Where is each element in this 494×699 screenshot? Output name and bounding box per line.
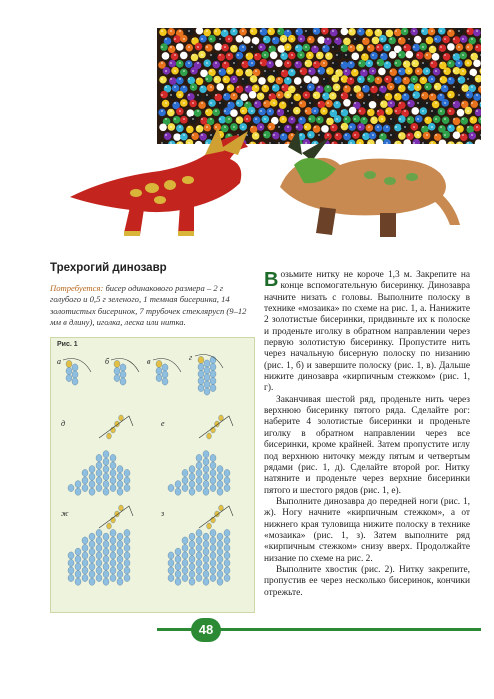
- bead: [89, 466, 95, 473]
- bead: [96, 469, 102, 476]
- bead: [189, 533, 195, 540]
- bead: [103, 473, 109, 480]
- bead: [117, 578, 123, 585]
- bead: [189, 548, 195, 555]
- bead: [175, 481, 181, 488]
- section-title: Трехрогий динозавр: [50, 262, 167, 274]
- bead: [217, 563, 223, 570]
- bead: [224, 469, 230, 476]
- materials-list: [50, 283, 256, 328]
- bead: [156, 367, 162, 374]
- bead: [89, 548, 95, 555]
- bead: [224, 544, 230, 551]
- paragraph-2: Заканчивая шестой ряд, проденьте нить через верхнюю бисеринку пятого ряда. Сделайте рог: наберите 4 золотистые бисеринки и проденьте иголку в обратном направлении через все бисеринки, кроме крайней. Затем пропустите иглу под верхнюю ниточку между пятым и четвертым рядами (рис. 1, д). Сделайте второй рог. Нитку натяните и проденьте через верхние бисеринки пятого и шестого рядов (рис. 1, е).: [264, 394, 470, 496]
- bead: [96, 477, 102, 484]
- bead: [196, 529, 202, 536]
- bead: [110, 559, 116, 566]
- figure-title: Рис. 1: [57, 341, 78, 348]
- bead: [124, 484, 130, 491]
- bead: [196, 477, 202, 484]
- bead: [162, 364, 168, 371]
- bead: [217, 578, 223, 585]
- bead: [75, 563, 81, 570]
- bead: [204, 360, 210, 367]
- bead: [210, 484, 216, 491]
- bead: [96, 462, 102, 469]
- body-text: [264, 270, 470, 599]
- bead: [203, 458, 209, 465]
- bead: [124, 567, 130, 574]
- bead: [124, 552, 130, 559]
- bead: [110, 529, 116, 536]
- bead: [210, 529, 216, 536]
- bead: [182, 537, 188, 544]
- bead: [68, 559, 74, 566]
- bead: [75, 578, 81, 585]
- bead: [110, 469, 116, 476]
- bead: [68, 484, 74, 491]
- bead: [198, 363, 204, 370]
- bead: [203, 488, 209, 495]
- bead: [203, 578, 209, 585]
- bead: [117, 563, 123, 570]
- bead: [120, 378, 126, 385]
- bead: [203, 533, 209, 540]
- bead: [110, 552, 116, 559]
- bead: [110, 454, 116, 461]
- bead: [82, 552, 88, 559]
- bead: [96, 559, 102, 566]
- bead: [198, 377, 204, 384]
- bead: [89, 488, 95, 495]
- bead: [196, 574, 202, 581]
- bead: [168, 567, 174, 574]
- panel-label: з: [161, 509, 165, 518]
- drop-cap: В: [264, 269, 279, 291]
- bead: [96, 484, 102, 491]
- bead: [210, 567, 216, 574]
- bead: [66, 367, 72, 374]
- bead: [168, 574, 174, 581]
- bead: [103, 563, 109, 570]
- bead: [75, 488, 81, 495]
- bead: [66, 374, 72, 381]
- bead: [120, 364, 126, 371]
- bead: [203, 466, 209, 473]
- bead: [117, 548, 123, 555]
- bead: [189, 473, 195, 480]
- bead: [182, 469, 188, 476]
- bead: [107, 523, 112, 529]
- bead: [203, 481, 209, 488]
- bead: [224, 559, 230, 566]
- bead: [224, 574, 230, 581]
- bead: [96, 552, 102, 559]
- bead: [124, 529, 130, 536]
- bead: [82, 574, 88, 581]
- bead: [110, 484, 116, 491]
- bead: [124, 574, 130, 581]
- bead: [114, 367, 120, 374]
- bead: [117, 488, 123, 495]
- bead: [175, 556, 181, 563]
- bead: [82, 567, 88, 574]
- bead: [210, 559, 216, 566]
- bead: [210, 477, 216, 484]
- bead: [182, 574, 188, 581]
- bead: [96, 529, 102, 536]
- bead: [203, 473, 209, 480]
- bead: [82, 469, 88, 476]
- bead: [207, 433, 212, 439]
- bead: [89, 541, 95, 548]
- bead: [175, 571, 181, 578]
- bead: [189, 466, 195, 473]
- bead: [182, 544, 188, 551]
- bead: [103, 451, 109, 458]
- bead: [110, 574, 116, 581]
- bead: [196, 544, 202, 551]
- panel-label: д: [61, 419, 66, 428]
- bead: [204, 388, 210, 395]
- bead: [175, 548, 181, 555]
- bead: [217, 556, 223, 563]
- bead: [224, 537, 230, 544]
- bead: [72, 364, 78, 371]
- panel-label: б: [105, 357, 110, 366]
- bead: [107, 433, 112, 439]
- bead: [89, 571, 95, 578]
- bead: [217, 571, 223, 578]
- bead: [203, 451, 209, 458]
- bead: [224, 484, 230, 491]
- materials-label: Потребуется:: [50, 283, 104, 293]
- bead: [224, 477, 230, 484]
- bead: [210, 454, 216, 461]
- bead: [210, 370, 216, 377]
- bead: [189, 563, 195, 570]
- bead: [203, 556, 209, 563]
- bead: [210, 363, 216, 370]
- bead: [189, 571, 195, 578]
- bead: [217, 488, 223, 495]
- bead: [162, 378, 168, 385]
- bead: [210, 469, 216, 476]
- bead: [189, 578, 195, 585]
- panel-label: в: [147, 357, 151, 366]
- bead: [203, 541, 209, 548]
- bead: [96, 574, 102, 581]
- bead: [210, 537, 216, 544]
- bead: [219, 505, 224, 511]
- materials-text: бисер одинакового размера – 2 г голубого и 0,5 г зеленого, 1 темная бисеринка, 14 золотистых бисеринок, 7 трубочек стеклярусп (9–12 мм в длину), иголка, леска или нитка.: [50, 283, 247, 327]
- bead: [119, 415, 124, 421]
- bead: [66, 360, 72, 367]
- bead: [103, 578, 109, 585]
- bead: [114, 360, 120, 367]
- bead: [210, 544, 216, 551]
- bead: [204, 381, 210, 388]
- bead: [114, 374, 120, 381]
- bead: [168, 484, 174, 491]
- bead: [224, 552, 230, 559]
- bead: [156, 360, 162, 367]
- bead: [217, 473, 223, 480]
- bead: [175, 488, 181, 495]
- bead: [182, 559, 188, 566]
- bead: [196, 552, 202, 559]
- bead: [124, 477, 130, 484]
- bead: [110, 462, 116, 469]
- bead: [203, 548, 209, 555]
- bead: [217, 541, 223, 548]
- bead: [204, 374, 210, 381]
- bead: [189, 481, 195, 488]
- bead: [117, 533, 123, 540]
- bead: [204, 367, 210, 374]
- bead: [198, 370, 204, 377]
- bead: [196, 454, 202, 461]
- bead: [182, 552, 188, 559]
- bead: [156, 374, 162, 381]
- bead: [96, 537, 102, 544]
- bead: [110, 544, 116, 551]
- bead: [196, 462, 202, 469]
- bead: [217, 481, 223, 488]
- bead: [175, 563, 181, 570]
- bead: [196, 537, 202, 544]
- paragraph-4: Выполните хвостик (рис. 2). Нитку закрепите, пропустив ее через несколько бисеринок, кончики отрежьте.: [264, 564, 470, 598]
- bead: [82, 537, 88, 544]
- figure-1: [50, 337, 255, 613]
- bead: [198, 356, 204, 363]
- bead: [120, 371, 126, 378]
- bead: [89, 563, 95, 570]
- bead: [210, 384, 216, 391]
- page-number: 48: [191, 618, 221, 642]
- bead: [82, 484, 88, 491]
- bead: [175, 578, 181, 585]
- bead: [119, 505, 124, 511]
- bead: [210, 356, 216, 363]
- panel-label: е: [161, 419, 165, 428]
- bead: [117, 481, 123, 488]
- panel-label: г: [189, 353, 193, 362]
- bead: [210, 462, 216, 469]
- bead: [103, 556, 109, 563]
- bead: [110, 477, 116, 484]
- bead: [182, 567, 188, 574]
- bead: [168, 552, 174, 559]
- bead: [203, 563, 209, 570]
- paragraph-3: Выполните динозавра до передней ноги (рис. 1, ж). Ногу начните «кирпичным стежком», а от нижнего края туловища нижите полоску в технике «мозаика» (рис. 1, з). Затем выполните ряд «кирпичным стежком» снизу вверх. Продолжайте низание по схеме на рис. 2.: [264, 496, 470, 564]
- dinosaur-photo: [40, 125, 470, 250]
- bead: [210, 574, 216, 581]
- bead: [103, 481, 109, 488]
- bead: [103, 571, 109, 578]
- bead: [217, 548, 223, 555]
- bead: [110, 537, 116, 544]
- bead: [124, 537, 130, 544]
- bead: [110, 567, 116, 574]
- bead: [196, 559, 202, 566]
- bead: [89, 578, 95, 585]
- bead: [182, 477, 188, 484]
- bead: [189, 488, 195, 495]
- bead: [196, 484, 202, 491]
- bead: [75, 481, 81, 488]
- bead: [75, 548, 81, 555]
- bead: [103, 533, 109, 540]
- bead: [224, 567, 230, 574]
- bead: [103, 548, 109, 555]
- bead: [219, 415, 224, 421]
- bead: [217, 533, 223, 540]
- bead: [196, 469, 202, 476]
- bead: [103, 466, 109, 473]
- bead: [75, 571, 81, 578]
- bead: [89, 533, 95, 540]
- paragraph-1: Возьмите нитку не короче 1,3 м. Закрепите на конце вспомогательную бисеринку. Динозавра начните низать с головы. Выполните полоску в технике «мозаика» по схеме на рис. 1, а. Нанижите 2 золотистые бисеринки, придвиньте их к полоске и проденьте иголку в обратном направлении через первую золотистую бисеринку. Пропустите нить через начальную бисерную полоску по низанию (рис. 1, б) и завершите полоску (рис. 1, в). Дальше нижите динозавра «кирпичным стежком» (рис. 1, г).: [264, 269, 470, 394]
- bead: [117, 556, 123, 563]
- panel-label: а: [57, 357, 61, 366]
- panel-label: ж: [61, 509, 69, 518]
- bead: [196, 567, 202, 574]
- bead: [103, 488, 109, 495]
- bead: [210, 377, 216, 384]
- bead: [198, 384, 204, 391]
- bead: [117, 571, 123, 578]
- bead: [124, 469, 130, 476]
- bead: [189, 541, 195, 548]
- bead: [89, 481, 95, 488]
- bead: [168, 559, 174, 566]
- bead: [96, 454, 102, 461]
- bead: [117, 541, 123, 548]
- bead: [68, 552, 74, 559]
- bead: [68, 574, 74, 581]
- bead: [124, 559, 130, 566]
- bead: [117, 473, 123, 480]
- bead: [207, 523, 212, 529]
- bead: [68, 567, 74, 574]
- bead: [75, 556, 81, 563]
- bead: [89, 556, 95, 563]
- bead: [103, 458, 109, 465]
- bead: [72, 378, 78, 385]
- bead: [217, 466, 223, 473]
- bead: [89, 473, 95, 480]
- bead: [82, 544, 88, 551]
- bead: [189, 556, 195, 563]
- bead: [224, 529, 230, 536]
- bead: [182, 484, 188, 491]
- bead: [96, 567, 102, 574]
- bead: [203, 571, 209, 578]
- bead: [117, 466, 123, 473]
- bead: [124, 544, 130, 551]
- green-dinosaur: [280, 129, 460, 237]
- bead: [162, 371, 168, 378]
- red-dinosaur: [70, 127, 248, 236]
- bead: [82, 477, 88, 484]
- bead: [96, 544, 102, 551]
- bead: [103, 541, 109, 548]
- bead: [210, 552, 216, 559]
- bead: [82, 559, 88, 566]
- bead: [72, 371, 78, 378]
